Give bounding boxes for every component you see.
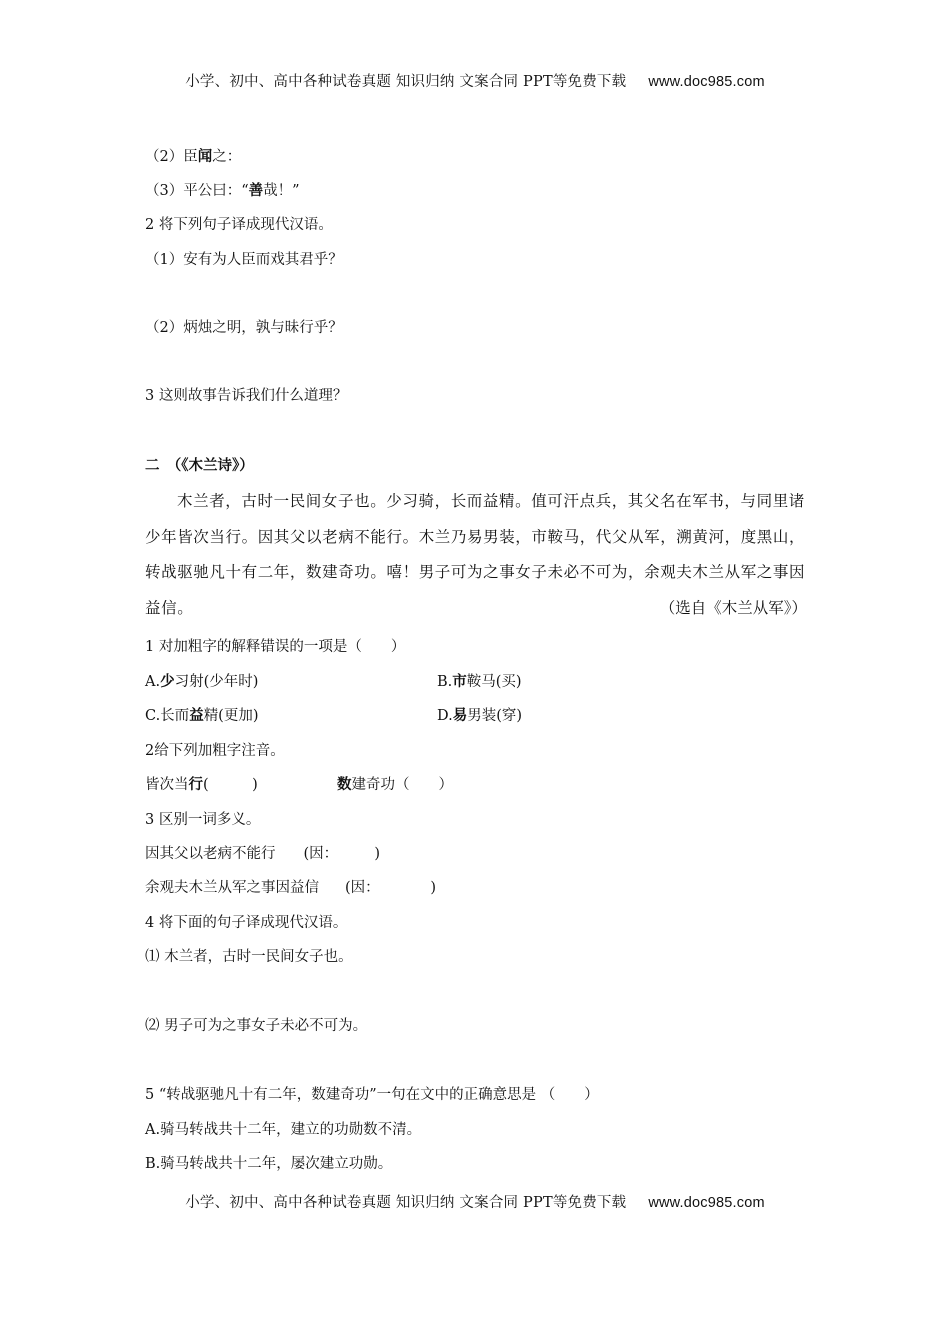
question-3: 3 这则故事告诉我们什么道理？ bbox=[145, 388, 348, 404]
option-d: D.易男装(穿) bbox=[437, 708, 523, 724]
header-url[interactable]: www.doc985.com bbox=[648, 74, 765, 90]
p2-question-3: 3 区别一词多义。 bbox=[145, 812, 261, 828]
pinyin-item-a: 皆次当行( ) bbox=[145, 777, 258, 793]
footer-url[interactable]: www.doc985.com bbox=[648, 1195, 765, 1211]
q5-option-a: A.骑马转战共十二年，建立的功勋数不清。 bbox=[145, 1122, 422, 1138]
passage bbox=[145, 484, 807, 626]
p2-question-4-2: ⑵ 男子可为之事女子未必不可为。 bbox=[145, 1018, 368, 1034]
option-b: B.市鞍马(买) bbox=[437, 674, 522, 690]
question-1-2: （2）臣闻之： bbox=[145, 149, 242, 165]
question-2: 2 将下列句子译成现代汉语。 bbox=[145, 217, 333, 233]
p2-question-4: 4 将下面的句子译成现代汉语。 bbox=[145, 915, 348, 931]
p2-question-1: 1 对加粗字的解释错误的一项是（ ） bbox=[145, 639, 406, 655]
header-text: 小学、初中、高中各种试卷真题 知识归纳 文案合同 PPT等免费下载 bbox=[185, 74, 627, 90]
question-2-2: （2）炳烛之明，孰与昧行乎？ bbox=[145, 320, 343, 336]
passage-source: （选自《木兰从军》） bbox=[659, 598, 807, 617]
option-c: C.长而益精(更加) bbox=[145, 708, 259, 724]
p2-question-5: 5 “转战驱驰凡十有二年，数建奇功”一句在文中的正确意思是 （ ） bbox=[145, 1087, 599, 1103]
pinyin-item-b: 数建奇功（ ） bbox=[337, 777, 453, 793]
passage-text: 木兰者，古时一民间女子也。少习骑，长而益精。值可汗点兵，其父名在军书，与同里诸少年皆次当行。因其父以老病不能行。木兰乃易男装，市鞍马，代父从军，溯黄河，度黑山，转战驱驰凡十有二年，数建奇功。嘻！男子可为之事女子未必不可为，余观夫木兰从军之事因益信。 bbox=[145, 492, 806, 617]
option-a: A.少习射(少年时) bbox=[145, 674, 259, 690]
section-heading: 二 （《木兰诗》） bbox=[145, 458, 254, 474]
footer-text: 小学、初中、高中各种试卷真题 知识归纳 文案合同 PPT等免费下载 bbox=[185, 1195, 627, 1211]
q5-option-b: B.骑马转战共十二年，屡次建立功勋。 bbox=[145, 1156, 393, 1172]
page-footer bbox=[0, 1191, 950, 1212]
page-header bbox=[0, 70, 950, 91]
polysemy-item-a: 因其父以老病不能行 (因： ) bbox=[145, 846, 381, 862]
p2-question-4-1: ⑴ 木兰者，古时一民间女子也。 bbox=[145, 949, 353, 965]
question-2-1: （1）安有为人臣而戏其君乎？ bbox=[145, 252, 343, 268]
p2-question-2: 2给下列加粗字注音。 bbox=[145, 743, 285, 759]
question-1-3: （3）平公曰：“善哉！” bbox=[145, 183, 300, 199]
polysemy-item-b: 余观夫木兰从军之事因益信 (因： ) bbox=[145, 880, 437, 896]
